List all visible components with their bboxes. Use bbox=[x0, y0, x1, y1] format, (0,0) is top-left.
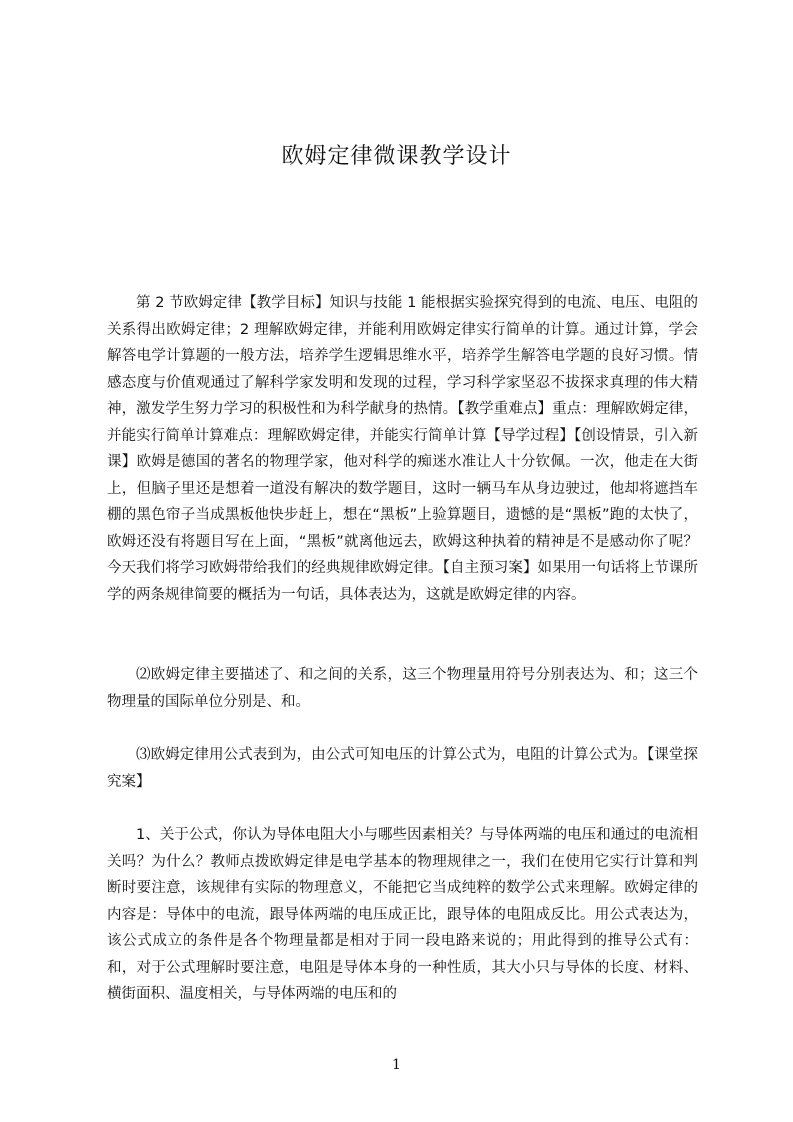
paragraph-explore-1: 1、关于公式，你认为导体电阻大小与哪些因素相关？与导体两端的电压和通过的电流相关吗？为什么？教师点拨欧姆定律是电学基本的物理规律之一，我们在使用它实行计算和判断时要注意，该规律有实际的物理意义，不能把它当成纯粹的数学公式来理解。欧姆定律的内容是：导体中的电流，跟导体两端的电压成正比，跟导体的电阻成反比。用公式表达为，该公式成立的条件是各个物理量都是相对于同一段电路来说的；用此得到的推导公式有：和，对于公式理解时要注意，电阻是导体本身的一种性质，其大小只与导体的长度、材料、横街面积、温度相关，与导体两端的电压和的 bbox=[107, 827, 698, 1002]
page-number: 1 bbox=[392, 1057, 401, 1073]
paragraph-preview-2: ⑵欧姆定律主要描述了、和之间的关系，这三个物理量用符号分别表达为、和；这三个物理量的国际单位分别是、和。 bbox=[107, 667, 698, 710]
document-title: 欧姆定律微课教学设计 bbox=[281, 144, 512, 169]
paragraph-teaching-goals: 第 2 节欧姆定律【教学目标】知识与技能 1 能根据实验探究得到的电流、电压、电阻的关系得出欧姆定律；2 理解欧姆定律，并能利用欧姆定律实行简单的计算。通过计算，学会解答电学计算题的一般方法，培养学生逻辑思维水平，培养学生解答电学题的良好习惯。情感态度与价值观通过了解科学家发明和发现的过程，学习科学家坚忍不拔探求真理的伟大精神，激发学生努力学习的积极性和为科学献身的热情。【教学重难点】重点：理解欧姆定律，并能实行简单计算难点：理解欧姆定律，并能实行简单计算【导学过程】【创设情景，引入新课】欧姆是德国的著名的物理学家，他对科学的痴迷水准让人十分钦佩。一次，他走在大街上，但脑子里还是想着一道没有解决的数学题目，这时一辆马车从身边驶过，他却将遮挡车棚的黑色帘子当成黑板他快步赶上，想在“黑板”上验算题目，遗憾的是“黑板”跑的太快了，欧姆还没有将题目写在上面，“黑板”就离他远去，欧姆这种执着的精神是不是感动你了呢？今天我们将学习欧姆带给我们的经典规律欧姆定律。【自主预习案】如果用一句话将上节课所学的两条规律简要的概括为一句话，具体表达为，这就是欧姆定律的内容。 bbox=[107, 295, 698, 603]
paragraph-preview-3: ⑶欧姆定律用公式表到为，由公式可知电压的计算公式为，电阻的计算公式为。【课堂探究案】 bbox=[107, 747, 698, 790]
